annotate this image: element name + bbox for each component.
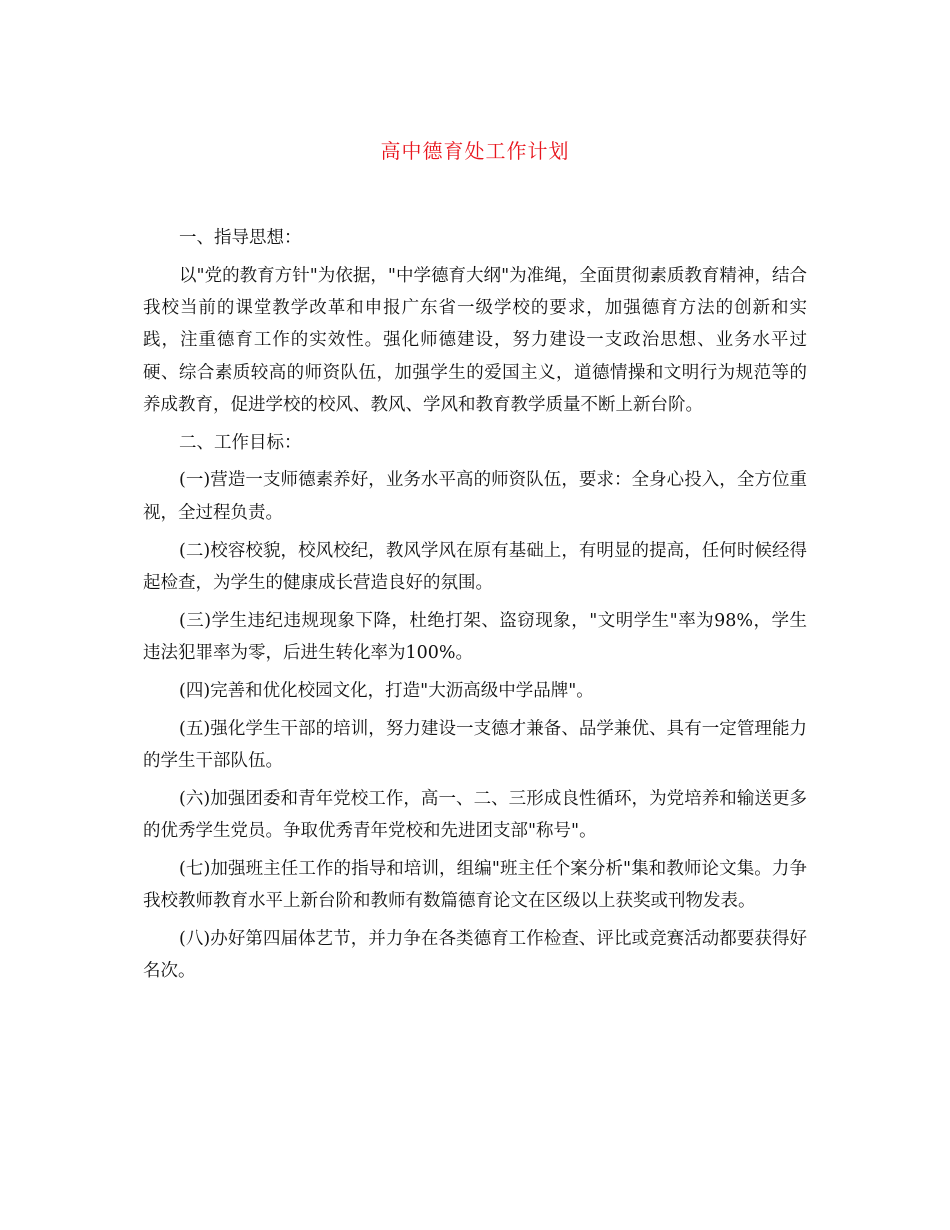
goal-item-4: (四)完善和优化校园文化，打造"大沥高级中学品牌"。 [179,680,594,701]
document-body [143,222,807,993]
goal-item-6: (六)加强团委和青年党校工作，高一、二、三形成良性循环，为党培养和输送更多的优秀学生党员。争取优秀青年党校和先进团支部"称号"。 [143,788,807,841]
document-title: 高中德育处工作计划 [380,139,570,163]
goal-item-5: (五)强化学生干部的培训，努力建设一支德才兼备、品学兼优、具有一定管理能力的学生干部队伍。 [143,718,807,771]
paragraph-guiding-ideology: 以"党的教育方针"为依据，"中学德育大纲"为准绳，全面贯彻素质教育精神，结合我校当前的课堂教学改革和申报广东省一级学校的要求，加强德育方法的创新和实践，注重德育工作的实效性。强化师德建设，努力建设一支政治思想、业务水平过硬、综合素质较高的师资队伍，加强学生的爱国主义，道德情操和文明行为规范等的养成教育，促进学校的校风、教风、学风和教育教学质量不断上新台阶。 [143,265,807,415]
goal-item-3: (三)学生违纪违规现象下降，杜绝打架、盗窃现象，"文明学生"率为98%，学生违法犯罪率为零，后进生转化率为100%。 [143,610,807,663]
goal-item-8: (八)办好第四届体艺节，并力争在各类德育工作检查、评比或竞赛活动都要获得好名次。 [143,928,807,982]
heading-guiding-ideology: 一、指导思想： [179,228,302,248]
goal-item-2: (二)校容校貌，校风校纪，教风学风在原有基础上，有明显的提高，任何时候经得起检查，为学生的健康成长营造良好的氛围。 [143,540,807,593]
heading-work-goals: 二、工作目标： [179,432,302,453]
goal-item-1: (一)营造一支师德素养好，业务水平高的师资队伍，要求：全身心投入，全方位重视，全过程负责。 [143,470,807,523]
goal-item-7: (七)加强班主任工作的指导和培训，组编"班主任个案分析"集和教师论文集。力争我校教师教育水平上新台阶和教师有数篇德育论文在区级以上获奖或刊物发表。 [143,858,807,912]
